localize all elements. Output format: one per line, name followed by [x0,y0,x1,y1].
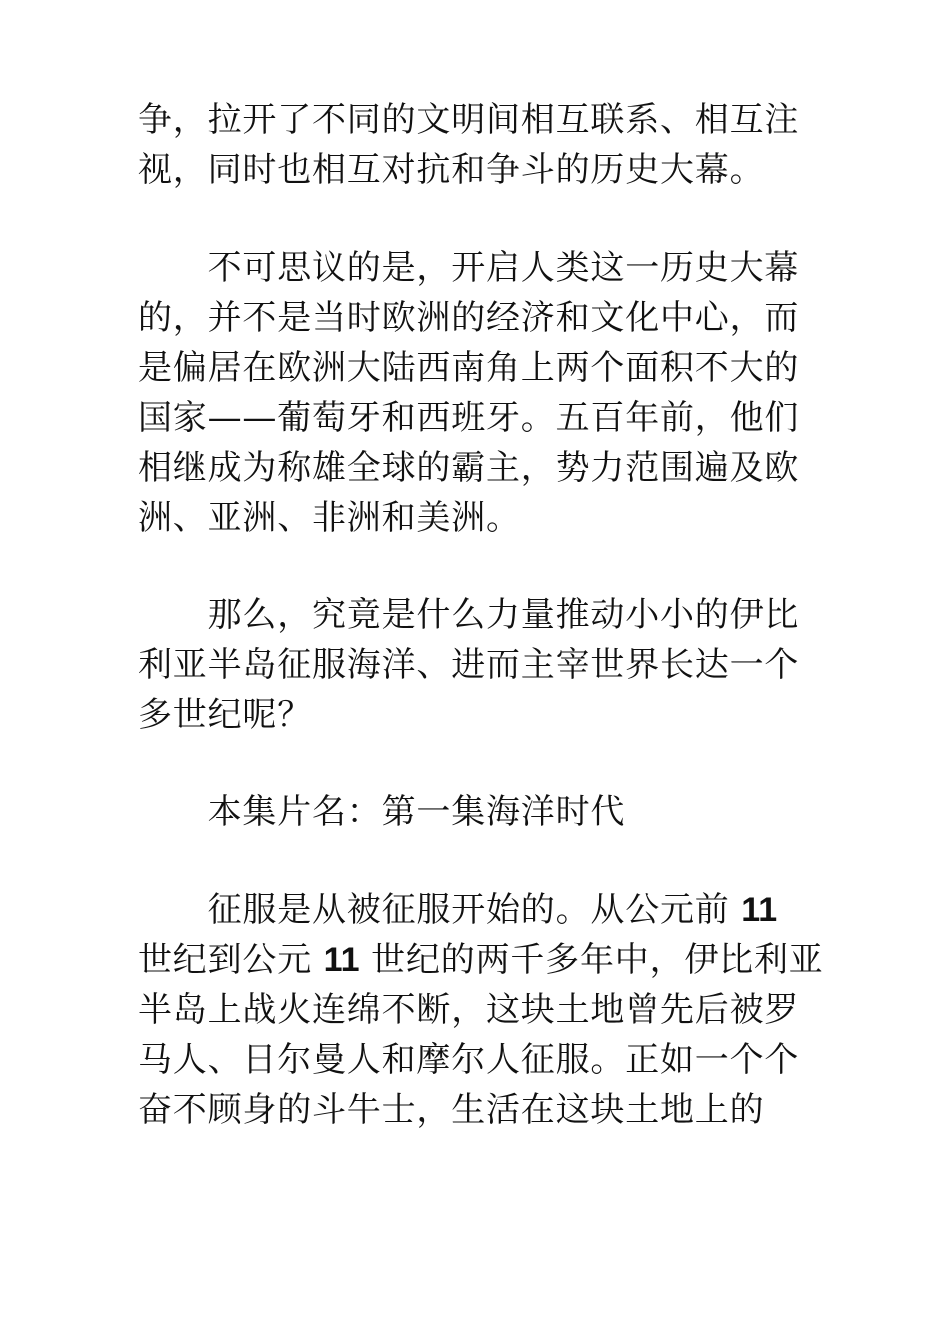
episode-title-line: 本集片名：第一集海洋时代 [138,792,626,832]
century-number: 11 [323,941,360,979]
century-number: 11 [741,891,778,929]
text-line: 利亚半岛征服海洋、进而主宰世界长达一个 [138,645,800,685]
text-line: 马人、日尔曼人和摩尔人征服。正如一个个 [138,1040,800,1080]
text-line: 那么，究竟是什么力量推动小小的伊比 [138,595,800,635]
text-line: 是偏居在欧洲大陆西南角上两个面积不大的 [138,348,800,388]
text-line [138,885,828,935]
text-line: 视，同时也相互对抗和争斗的历史大幕。 [138,150,765,190]
text-line: 不可思议的是，开启人类这一历史大幕 [138,248,800,288]
text-line [138,935,828,985]
text-line: 多世纪呢？ [138,695,312,735]
text-line: 相继成为称雄全球的霸主，势力范围遍及欧 [138,448,800,488]
text-line: 争，拉开了不同的文明间相互联系、相互注 [138,100,800,140]
text-segment: 世纪的两千多年中，伊比利亚 [359,940,824,980]
text-segment: 征服是从被征服开始的。从公元前 [138,890,742,930]
text-line: 半岛上战火连绵不断，这块土地曾先后被罗 [138,990,800,1030]
text-line: 洲、亚洲、非洲和美洲。 [138,498,521,538]
text-line: 奋不顾身的斗牛士，生活在这块土地上的 [138,1090,765,1130]
text-line: 的，并不是当时欧洲的经济和文化中心，而 [138,298,800,338]
text-segment: 世纪到公元 [138,940,324,980]
text-line: 国家——葡萄牙和西班牙。五百年前，他们 [138,398,800,438]
